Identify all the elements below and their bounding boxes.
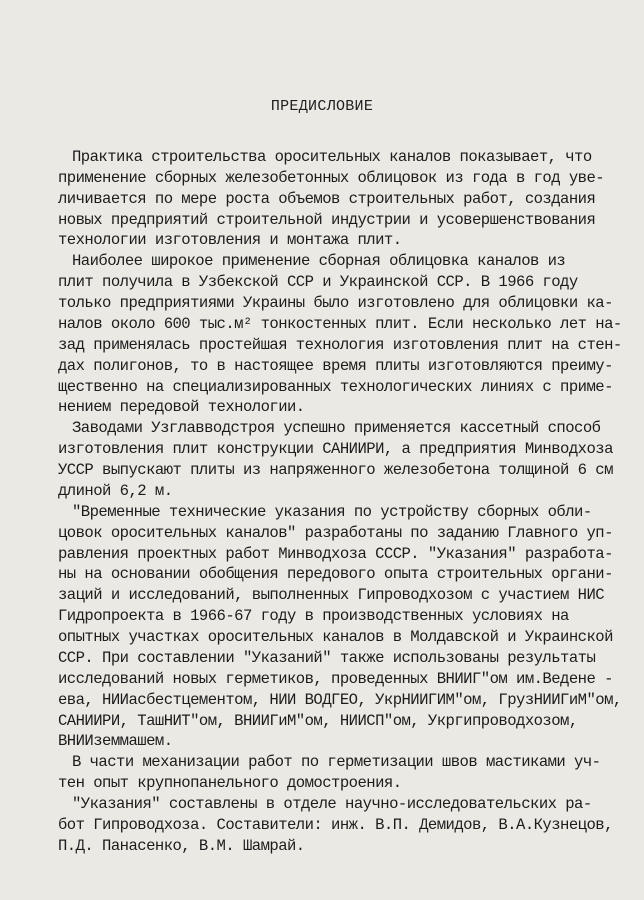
text-line: Заводами Узглавводстроя успешно применяется кассетный способ (72, 419, 601, 437)
text-line: САНИИРИ, ТашНИТ"ом, ВНИИГиМ"ом, НИИСП"ом, Укргипроводхозом, (58, 712, 578, 730)
text-line: ны на основании обобщения передового опыта строительных органи- (58, 565, 613, 583)
text-line: ВНИИземмашем. (58, 732, 173, 750)
text-line: применение сборных железобетонных облицовок из года в год уве- (58, 169, 605, 187)
text-line: равления проектных работ Минводхоза СССР. "Указания" разработа- (58, 545, 613, 563)
text-line: цовок оросительных каналов" разработаны по заданию Главного уп- (58, 524, 613, 542)
text-line: УССР выпускают плиты из напряженного железобетона толщиной 6 см (58, 461, 613, 479)
text-line: длиной 6,2 м. (58, 482, 173, 500)
text-line: исследований новых герметиков, проведенных ВНИИГ"ом им.Веденe - (58, 670, 613, 688)
text-line: технологии изготовления и монтажа плит. (58, 231, 402, 249)
text-line: "Указания" составлены в отделе научно-исследовательских ра- (72, 795, 592, 813)
text-line: налов около 600 тыс.м² тонкостенных плит. Если несколько лет на- (58, 315, 622, 333)
text-line: ССР. При составлении "Указаний" также использованы результаты (58, 649, 596, 667)
text-line: новых предприятий строительной индустрии и усовершенствования (58, 211, 596, 229)
text-line: опытных участках оросительных каналов в Молдавской и Украинской (58, 628, 613, 646)
text-line: заций и исследований, выполненных Гипроводхозом с участием НИС (58, 586, 605, 604)
text-line: Практика строительства оросительных каналов показывает, что (72, 148, 592, 166)
text-line: только предприятиями Украины было изготовлено для облицовки ка- (58, 294, 613, 312)
text-line: Наиболее широкое применение сборная облицовка каналов из (72, 252, 566, 270)
text-line: тен опыт крупнопанельного домостроения. (58, 774, 402, 792)
text-line: плит получила в Узбекской ССР и Украинской ССР. В 1966 году (58, 273, 578, 291)
text-line: зад применялась простейшая технология изготовления плит на стен- (58, 336, 622, 354)
text-line: дах полигонов, то в настоящее время плиты изготовляются преиму- (58, 357, 613, 375)
text-line: "Временные технические указания по устройству сборных обли- (72, 503, 592, 521)
text-line: личивается по мере роста объемов строительных работ, создания (58, 190, 596, 208)
text-line: П.Д. Панасенко, В.М. Шамрай. (58, 837, 305, 855)
page-title: ПРЕДИСЛОВИЕ (270, 98, 374, 115)
text-line: В части механизации работ по герметизации швов мастиками уч- (72, 753, 601, 771)
text-line: нением передовой технологии. (58, 398, 305, 416)
text-line: щественно на специализированных технологических линиях с приме- (58, 378, 613, 396)
text-line: бот Гипроводхоза. Составители: инж. В.П. Демидов, В.А.Кузнецов, (58, 816, 613, 834)
text-line: ева, НИИасбестцементом, НИИ ВОДГЕО, УкрНИИГИМ"ом, ГрузНИИГиМ"ом, (58, 691, 622, 709)
text-line: изготовления плит конструкции САНИИРИ, а предприятия Минводхоза (58, 440, 613, 458)
text-line: Гидропроекта в 1966-67 году в производственных условиях на (58, 607, 569, 625)
